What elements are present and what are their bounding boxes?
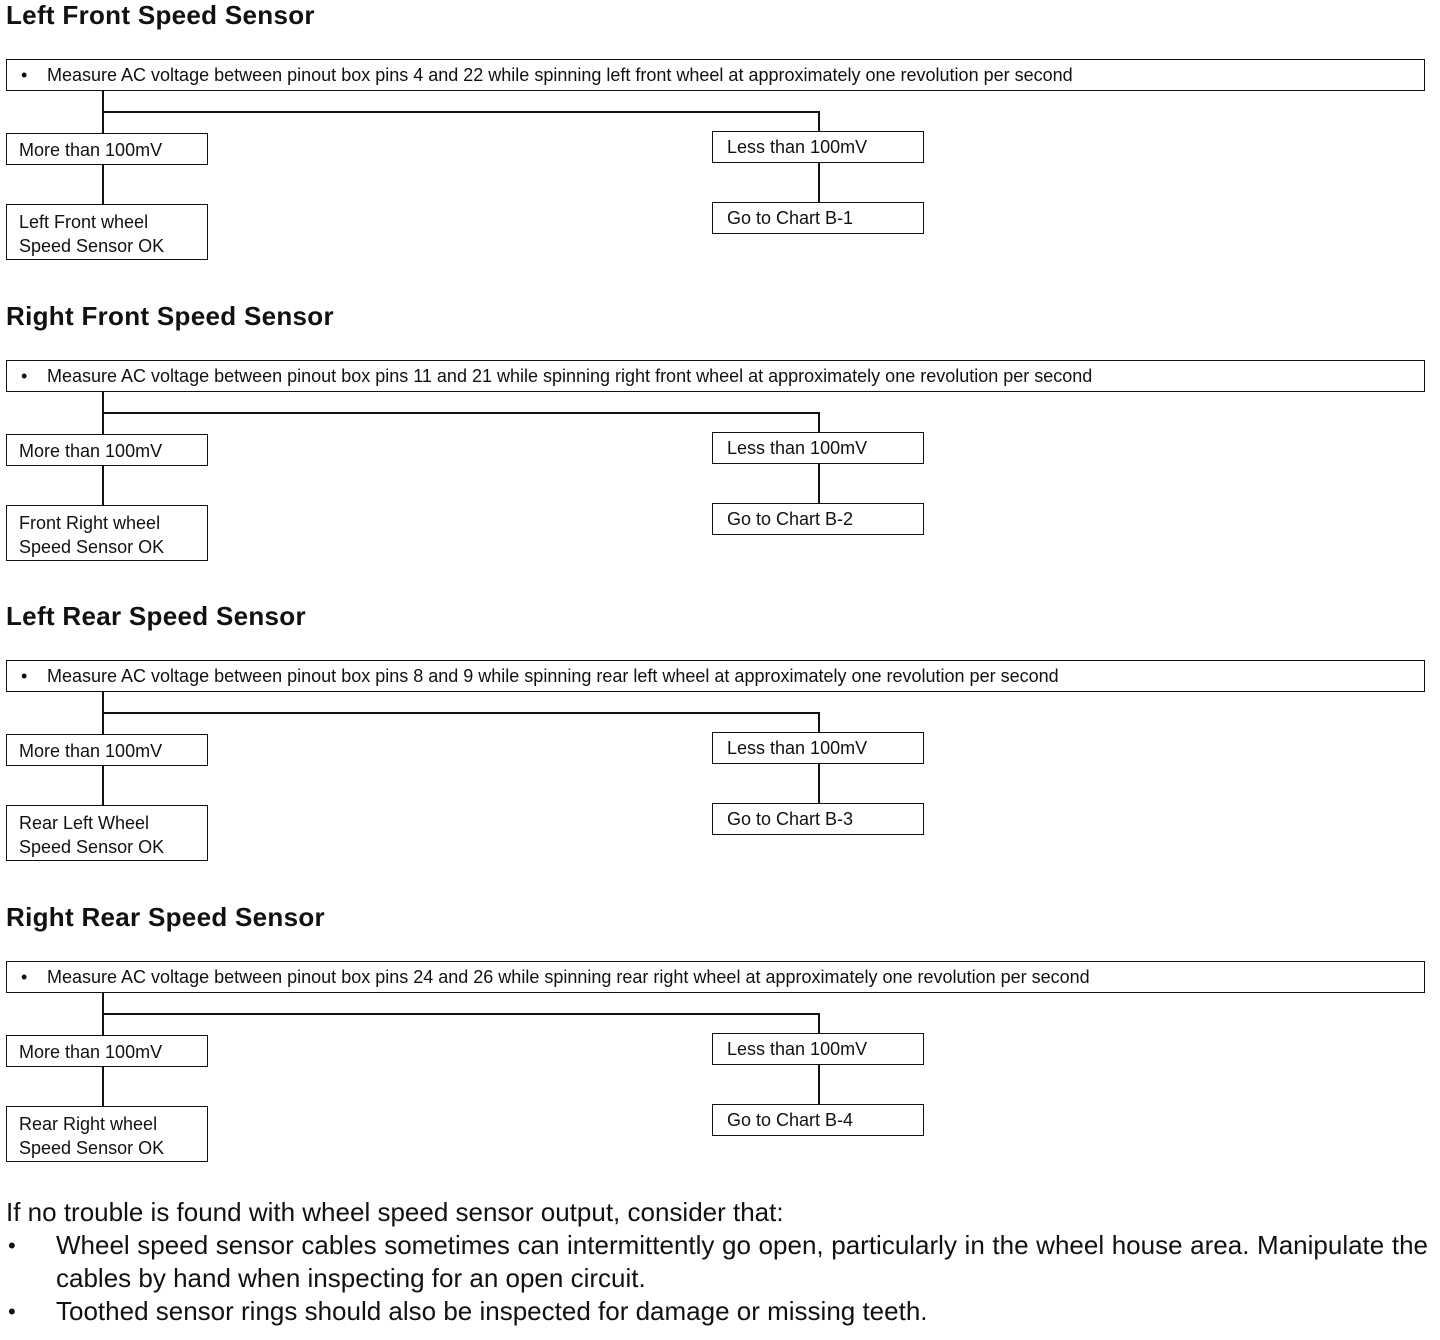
measure-step-box [6,360,1425,392]
section-right-rear [0,902,1440,1202]
measure-step-box [6,59,1425,91]
less-than-box: Less than 100mV [712,432,924,464]
sensor-ok-box [6,505,208,561]
bullet-icon: • [21,666,28,686]
go-to-chart-box: Go to Chart B-4 [712,1104,924,1136]
connector-line [818,764,820,803]
go-to-chart-box: Go to Chart B-3 [712,803,924,835]
note-text: Wheel speed sensor cables sometimes can intermittently go open, particularly in the wheel house area. Manipulate the cables by hand when inspecting for an open circuit. [56,1230,1428,1293]
sensor-ok-line2: Speed Sensor OK [19,1138,165,1158]
connector-line [102,165,104,204]
more-than-box: More than 100mV [6,133,208,165]
connector-line [818,1013,820,1033]
measure-step-text: Measure AC voltage between pinout box pins 11 and 21 while spinning right front wheel at approximately one revolution per second [47,366,1093,386]
sensor-ok-line1: Left Front wheel [19,212,149,232]
sensor-ok-line2: Speed Sensor OK [19,537,165,557]
sensor-ok-box [6,204,208,260]
note-text: Toothed sensor rings should also be inspected for damage or missing teeth. [56,1296,928,1326]
go-to-chart-box: Go to Chart B-1 [712,202,924,234]
more-than-box: More than 100mV [6,1035,208,1067]
connector-line [102,412,820,414]
section-title: Right Rear Speed Sensor [6,902,325,932]
connector-line [818,464,820,503]
go-to-chart-box: Go to Chart B-2 [712,503,924,535]
sensor-ok-line1: Rear Left Wheel [19,813,150,833]
sensor-ok-box [6,805,208,861]
more-than-box: More than 100mV [6,434,208,466]
measure-step-text: Measure AC voltage between pinout box pins 24 and 26 while spinning rear right wheel at approximately one revolution per second [47,967,1090,987]
connector-line [818,712,820,732]
sensor-ok-line2: Speed Sensor OK [19,837,165,857]
sensor-ok-box [6,1106,208,1162]
sensor-ok-line2: Speed Sensor OK [19,236,165,256]
connector-line [102,766,104,805]
measure-step-text: Measure AC voltage between pinout box pins 8 and 9 while spinning rear left wheel at approximately one revolution per second [47,666,1059,686]
connector-line [102,712,820,714]
more-than-box: More than 100mV [6,734,208,766]
connector-line [102,466,104,505]
measure-step-box [6,660,1425,692]
bullet-icon: • [8,1233,16,1258]
notes-intro: If no trouble is found with wheel speed sensor output, consider that: [6,1197,784,1227]
section-left-front [0,0,1440,300]
section-right-front [0,301,1440,601]
connector-line [102,1013,820,1015]
bullet-icon: • [8,1299,16,1324]
note-item [6,1229,1428,1295]
connector-line [102,111,820,113]
connector-line [102,1067,104,1106]
note-item [6,1295,1428,1328]
connector-line [818,163,820,202]
connector-line [818,1065,820,1104]
measure-step-box [6,961,1425,993]
connector-line [818,111,820,131]
section-title: Left Front Speed Sensor [6,0,315,30]
section-left-rear [0,601,1440,901]
sensor-ok-line1: Rear Right wheel [19,1114,158,1134]
less-than-box: Less than 100mV [712,131,924,163]
section-title: Right Front Speed Sensor [6,301,334,331]
less-than-box: Less than 100mV [712,1033,924,1065]
bullet-icon: • [21,65,28,85]
section-title: Left Rear Speed Sensor [6,601,306,631]
bullet-icon: • [21,366,28,386]
less-than-box: Less than 100mV [712,732,924,764]
troubleshooting-notes [6,1196,1428,1328]
sensor-ok-line1: Front Right wheel [19,513,161,533]
bullet-icon: • [21,967,28,987]
connector-line [818,412,820,432]
measure-step-text: Measure AC voltage between pinout box pins 4 and 22 while spinning left front wheel at approximately one revolution per second [47,65,1073,85]
